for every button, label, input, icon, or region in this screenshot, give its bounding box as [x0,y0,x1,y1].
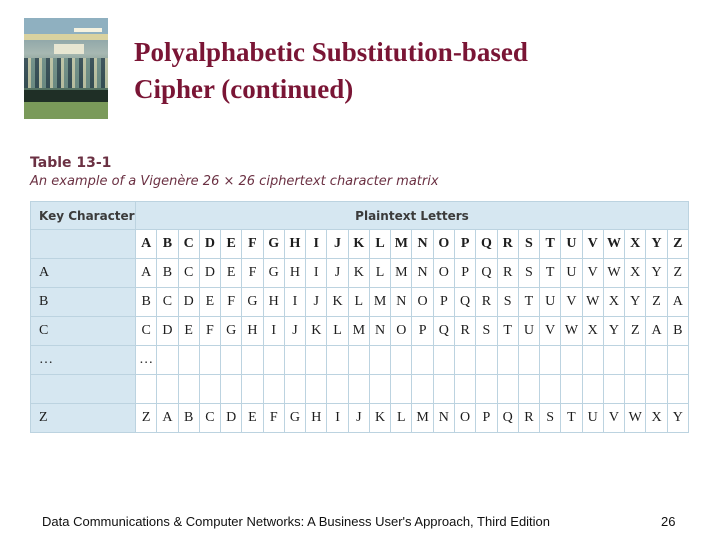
matrix-cell: W [625,404,646,433]
matrix-cell: S [497,288,518,317]
cover-sign [74,28,102,32]
matrix-cell: Z [625,317,646,346]
matrix-cell [497,375,518,404]
matrix-cell: Q [433,317,454,346]
matrix-cell [582,375,603,404]
matrix-cell: F [221,288,242,317]
matrix-cell: N [412,230,433,259]
matrix-cell: N [369,317,390,346]
cover-base [24,102,108,119]
key-cell [31,230,136,259]
matrix-cell: B [667,317,688,346]
matrix-cell: E [199,288,220,317]
key-cell: A [31,259,136,288]
matrix-cell [136,375,157,404]
matrix-cell [263,346,284,375]
matrix-cell: B [157,230,178,259]
key-cell: … [31,346,136,375]
matrix-cell [540,375,561,404]
matrix-cell: S [476,317,497,346]
matrix-cell: X [625,230,646,259]
matrix-cell: K [348,230,369,259]
matrix-cell: E [178,317,199,346]
vigenere-matrix-table [30,201,689,433]
matrix-cell: Q [497,404,518,433]
matrix-cell [369,346,390,375]
matrix-cell [561,375,582,404]
matrix-cell: W [561,317,582,346]
matrix-cell: O [433,259,454,288]
matrix-cell: O [391,317,412,346]
matrix-cell: X [603,288,624,317]
matrix-cell: G [284,404,305,433]
matrix-cell: E [221,230,242,259]
matrix-cell: L [369,259,390,288]
matrix-cell: O [412,288,433,317]
cover-stripe [24,34,108,40]
matrix-cell: M [391,230,412,259]
matrix-cell: T [518,288,539,317]
matrix-cell: B [136,288,157,317]
matrix-cell [476,375,497,404]
matrix-cell: L [369,230,390,259]
matrix-cell: P [412,317,433,346]
key-cell [31,375,136,404]
matrix-cell [306,346,327,375]
matrix-cell [561,346,582,375]
matrix-cell: D [157,317,178,346]
matrix-cell [625,375,646,404]
matrix-cell: F [263,404,284,433]
matrix-cell: R [497,259,518,288]
key-cell: B [31,288,136,317]
matrix-cell: P [433,288,454,317]
table-row [31,404,689,433]
matrix-cell [391,346,412,375]
matrix-cell [178,346,199,375]
matrix-cell [433,346,454,375]
matrix-cell: I [327,404,348,433]
matrix-cell: E [221,259,242,288]
matrix-cell [412,375,433,404]
matrix-cell: I [306,259,327,288]
table-row [31,259,689,288]
matrix-cell: Y [603,317,624,346]
matrix-cell: R [518,404,539,433]
matrix-cell [603,346,624,375]
matrix-cell: Z [646,288,667,317]
matrix-cell: T [497,317,518,346]
matrix-cell [306,375,327,404]
matrix-cell: B [178,404,199,433]
matrix-cell: G [242,288,263,317]
plaintext-letters-header: Plaintext Letters [136,202,689,230]
matrix-cell: D [221,404,242,433]
matrix-cell: Y [646,259,667,288]
matrix-cell: G [263,259,284,288]
matrix-cell: C [136,317,157,346]
matrix-cell: V [582,259,603,288]
matrix-cell: U [582,404,603,433]
matrix-cell: S [518,230,539,259]
key-cell: C [31,317,136,346]
matrix-cell [178,375,199,404]
matrix-cell: W [603,259,624,288]
matrix-cell [327,346,348,375]
matrix-cell: W [603,230,624,259]
matrix-cell: J [348,404,369,433]
matrix-cell: S [518,259,539,288]
matrix-cell: K [369,404,390,433]
matrix-cell [199,346,220,375]
matrix-cell: K [306,317,327,346]
matrix-cell: Z [667,259,688,288]
matrix-cell: Y [646,230,667,259]
matrix-cell: Q [454,288,475,317]
matrix-cell: P [476,404,497,433]
key-character-header: Key Character [31,202,136,230]
matrix-cell: F [242,230,263,259]
matrix-cell: W [582,288,603,317]
matrix-cell: … [136,346,157,375]
matrix-cell: J [327,230,348,259]
matrix-cell: Z [667,230,688,259]
matrix-cell: C [178,230,199,259]
matrix-cell: N [391,288,412,317]
matrix-cell [476,346,497,375]
matrix-cell: H [306,404,327,433]
matrix-cell: V [561,288,582,317]
matrix-cell [540,346,561,375]
matrix-cell: R [497,230,518,259]
matrix-cell [454,346,475,375]
matrix-cell: D [199,230,220,259]
matrix-cell: C [199,404,220,433]
matrix-cell: M [348,317,369,346]
page-number: 26 [661,514,676,529]
table-row [31,346,689,375]
table-caption [30,154,439,192]
slide-title [134,34,654,108]
matrix-cell [284,346,305,375]
matrix-cell: S [540,404,561,433]
matrix-cell [221,346,242,375]
table-row [31,288,689,317]
matrix-cell: E [242,404,263,433]
matrix-cell: I [284,288,305,317]
matrix-cell [348,346,369,375]
matrix-cell [327,375,348,404]
matrix-cell: H [284,259,305,288]
matrix-cell: L [391,404,412,433]
matrix-body [31,230,689,433]
matrix-cell [667,346,688,375]
matrix-cell: F [242,259,263,288]
matrix-cell: J [284,317,305,346]
matrix-cell: U [561,230,582,259]
matrix-cell: U [561,259,582,288]
matrix-cell: V [582,230,603,259]
matrix-cell: T [561,404,582,433]
matrix-cell: Y [625,288,646,317]
slide-title-line2: Cipher (continued) [134,74,354,104]
table-description: An example of a Vigenère 26 × 26 ciphertext character matrix [30,174,439,189]
matrix-cell [242,346,263,375]
cover-city [24,58,108,88]
slide-title-line1: Polyalphabetic Substitution-based [134,37,528,67]
matrix-cell [157,346,178,375]
matrix-cell [199,375,220,404]
matrix-cell: A [136,259,157,288]
matrix-cell: Z [136,404,157,433]
matrix-cell [242,375,263,404]
cover-label [54,44,84,54]
matrix-cell: K [348,259,369,288]
matrix-cell: R [476,288,497,317]
matrix-cell [221,375,242,404]
matrix-cell: P [454,230,475,259]
matrix-cell [518,346,539,375]
matrix-cell: H [284,230,305,259]
matrix-cell [646,346,667,375]
matrix-cell: G [221,317,242,346]
matrix-cell: T [540,230,561,259]
matrix-cell: X [625,259,646,288]
matrix-cell: Y [667,404,688,433]
book-cover-image [24,18,108,119]
matrix-cell [667,375,688,404]
matrix-cell [603,375,624,404]
matrix-cell [518,375,539,404]
matrix-cell: A [667,288,688,317]
matrix-cell: P [454,259,475,288]
matrix-cell: O [433,230,454,259]
matrix-cell: R [454,317,475,346]
matrix-cell: H [263,288,284,317]
footer-text: Data Communications & Computer Networks: A Business User's Approach, Third Edition [42,514,551,529]
matrix-cell: T [540,259,561,288]
matrix-cell: C [157,288,178,317]
matrix-cell: J [306,288,327,317]
table-row [31,375,689,404]
matrix-cell [454,375,475,404]
matrix-cell: M [412,404,433,433]
matrix-cell: A [157,404,178,433]
matrix-cell: N [412,259,433,288]
matrix-cell: V [603,404,624,433]
matrix-cell: I [263,317,284,346]
matrix-cell [412,346,433,375]
matrix-cell: V [540,317,561,346]
matrix-cell: D [178,288,199,317]
matrix-cell: J [327,259,348,288]
key-cell: Z [31,404,136,433]
matrix-cell: K [327,288,348,317]
matrix-cell: B [157,259,178,288]
matrix-cell [497,346,518,375]
matrix-cell [284,375,305,404]
matrix-cell: M [391,259,412,288]
matrix-cell [369,375,390,404]
matrix-cell [157,375,178,404]
matrix-cell [646,375,667,404]
matrix-cell: O [454,404,475,433]
matrix-cell: A [646,317,667,346]
matrix-cell: Q [476,230,497,259]
table-row [31,230,689,259]
matrix-cell [625,346,646,375]
table-number: Table 13-1 [30,155,112,171]
matrix-cell: H [242,317,263,346]
matrix-cell: C [178,259,199,288]
matrix-cell: X [582,317,603,346]
matrix-cell: F [199,317,220,346]
matrix-cell [582,346,603,375]
matrix-cell: A [136,230,157,259]
matrix-cell [391,375,412,404]
matrix-cell [348,375,369,404]
table-row [31,317,689,346]
matrix-cell: L [348,288,369,317]
matrix-cell: D [199,259,220,288]
matrix-cell: I [306,230,327,259]
matrix-cell: X [646,404,667,433]
matrix-cell: U [540,288,561,317]
cover-ground [24,90,108,102]
matrix-cell: M [369,288,390,317]
matrix-cell [263,375,284,404]
matrix-cell: N [433,404,454,433]
matrix-cell: Q [476,259,497,288]
matrix-cell: L [327,317,348,346]
matrix-cell: G [263,230,284,259]
matrix-cell [433,375,454,404]
matrix-cell: U [518,317,539,346]
